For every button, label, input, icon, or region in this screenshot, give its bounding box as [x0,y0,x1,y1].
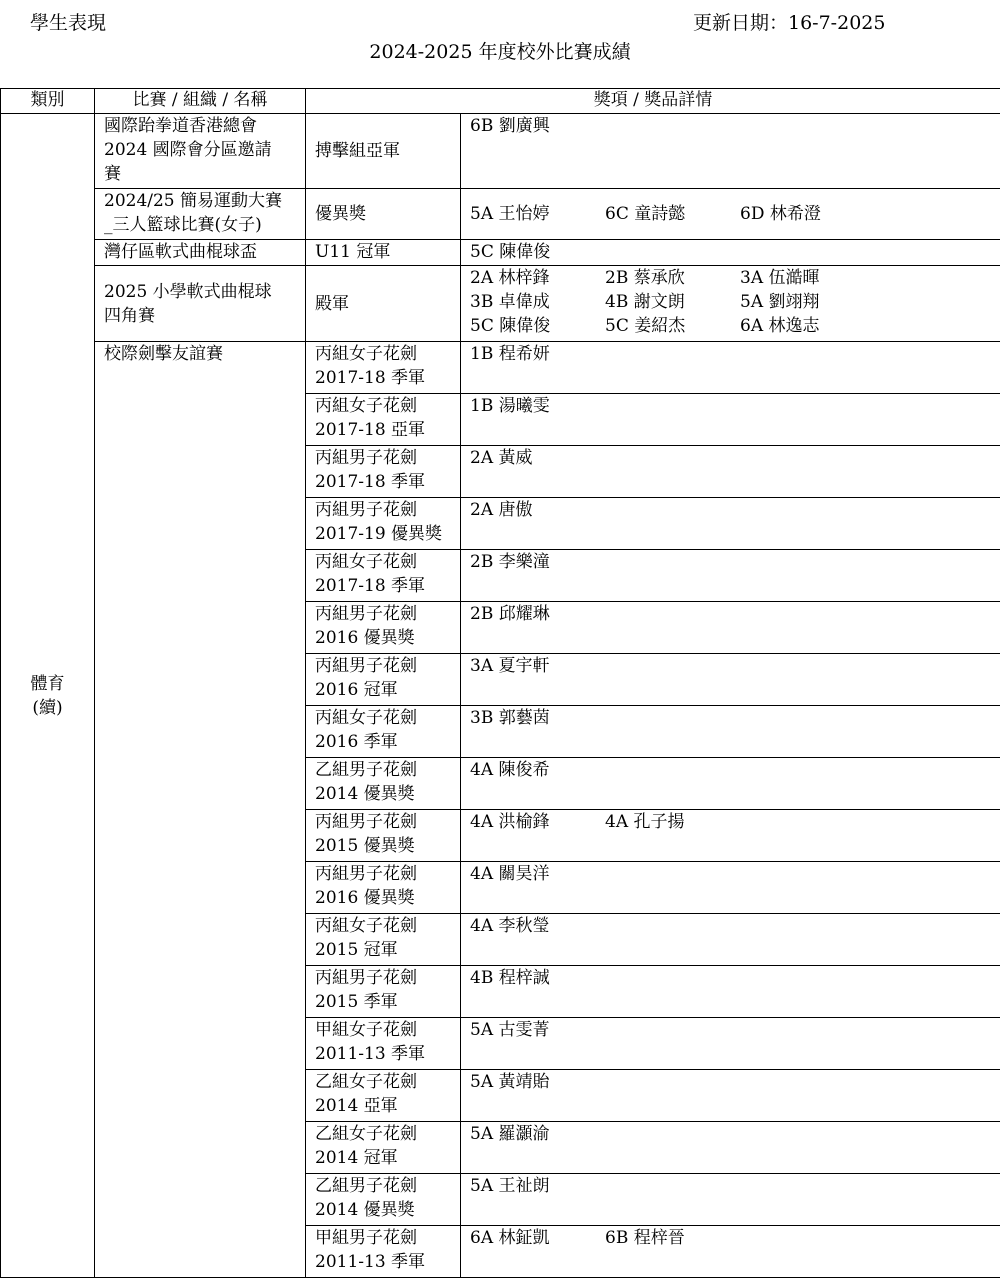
winner-name: 2A 林梓鋒 [470,268,550,288]
winner-name: 5A 黃靖貽 [470,1072,550,1092]
winners-cell [461,189,1000,240]
competition-cell: 2025 小學軟式曲棍球 四角賽 [95,266,306,342]
winner-name: 4A 陳俊希 [470,760,550,780]
column-header-category: 類別 [1,89,95,114]
table-row [1,342,1000,394]
award-cell: 丙組女子花劍 2017-18 季軍 [306,342,461,394]
category-cell: 體育 (續) [1,114,95,1278]
winners-cell [461,446,1000,498]
winner-name: 5C 陳偉俊 [470,316,551,336]
winner-name: 6A 林鉦凱 [470,1228,550,1248]
winner-name: 5A 王怡婷 [470,204,550,224]
award-cell: 丙組男子花劍 2017-19 優異獎 [306,498,461,550]
winner-name: 6B 劉廣興 [470,116,550,136]
award-cell: 丙組男子花劍 2015 季軍 [306,966,461,1018]
results-table [0,88,1000,1278]
award-cell: 甲組女子花劍 2011-13 季軍 [306,1018,461,1070]
winners-cell [461,758,1000,810]
winners-cell [461,550,1000,602]
winners-cell [461,602,1000,654]
winner-name: 5C 陳偉俊 [470,242,551,262]
winners-cell [461,966,1000,1018]
award-cell: 丙組男子花劍 2016 冠軍 [306,654,461,706]
updated-date: 更新日期：16-7-2025 [693,12,886,34]
award-cell: 乙組女子花劍 2014 冠軍 [306,1122,461,1174]
winner-name: 2B 邱耀琳 [470,604,550,624]
winners-cell [461,114,1000,189]
table-row [1,114,1000,189]
award-cell: 甲組男子花劍 2011-13 季軍 [306,1226,461,1278]
winner-name: 5A 古雯菁 [470,1020,550,1040]
winners-cell [461,654,1000,706]
winner-name: 6B 程梓晉 [605,1228,685,1248]
award-cell: 乙組女子花劍 2014 亞軍 [306,1070,461,1122]
winners-cell [461,240,1000,266]
winner-name: 6D 林希澄 [740,204,821,224]
competition-cell: 灣仔區軟式曲棍球盃 [95,240,306,266]
competition-cell: 2024/25 簡易運動大賽 _三人籃球比賽(女子) [95,189,306,240]
award-cell: 丙組男子花劍 2015 優異獎 [306,810,461,862]
winners-cell [461,1122,1000,1174]
winners-cell [461,706,1000,758]
winners-cell [461,394,1000,446]
award-cell: 丙組男子花劍 2016 優異獎 [306,602,461,654]
award-cell: U11 冠軍 [306,240,461,266]
award-cell: 丙組女子花劍 2017-18 季軍 [306,550,461,602]
winner-name: 4A 關昊洋 [470,864,550,884]
table-header-row [1,89,1000,114]
award-cell: 乙組男子花劍 2014 優異獎 [306,758,461,810]
competition-cell: 國際跆拳道香港總會 2024 國際會分區邀請 賽 [95,114,306,189]
winner-name: 3A 伍澔暉 [740,268,820,288]
award-cell: 丙組女子花劍 2017-18 亞軍 [306,394,461,446]
winners-cell [461,266,1000,342]
award-cell: 丙組女子花劍 2016 季軍 [306,706,461,758]
winner-name: 2A 黃威 [470,448,533,468]
award-cell: 丙組女子花劍 2015 冠軍 [306,914,461,966]
winner-name: 6A 林逸志 [740,316,820,336]
winner-name: 4A 李秋瑩 [470,916,550,936]
winner-name: 3A 夏宇軒 [470,656,550,676]
winner-name: 5A 羅灝渝 [470,1124,550,1144]
winner-name: 6C 童詩懿 [605,204,686,224]
section-title: 學生表現 [30,12,107,34]
winner-name: 5C 姜紹杰 [605,316,686,336]
winner-name: 2B 蔡承欣 [605,268,685,288]
winner-name: 4B 謝文朗 [605,292,685,312]
winner-name: 1B 湯曦雯 [470,396,550,416]
winner-name: 4B 程梓誠 [470,968,550,988]
award-cell: 丙組男子花劍 2016 優異獎 [306,862,461,914]
competition-cell: 校際劍擊友誼賽 [95,342,306,1278]
winner-name: 1B 程希妍 [470,344,550,364]
winners-cell [461,498,1000,550]
winners-cell [461,810,1000,862]
award-cell: 殿軍 [306,266,461,342]
column-header-award: 獎項 / 獎品詳情 [306,89,1000,114]
winner-name: 2B 李樂潼 [470,552,550,572]
award-cell: 丙組男子花劍 2017-18 季軍 [306,446,461,498]
winner-name: 3B 郭藝茵 [470,708,550,728]
winners-cell [461,914,1000,966]
winners-cell [461,1174,1000,1226]
award-cell: 乙組男子花劍 2014 優異獎 [306,1174,461,1226]
winners-cell [461,1226,1000,1278]
table-row [1,240,1000,266]
table-row [1,189,1000,240]
winners-cell [461,862,1000,914]
winners-cell [461,1018,1000,1070]
winner-name: 4A 孔子揚 [605,812,685,832]
winners-cell [461,342,1000,394]
winner-name: 2A 唐傲 [470,500,533,520]
winner-name: 3B 卓偉成 [470,292,550,312]
winners-cell [461,1070,1000,1122]
award-cell: 搏擊組亞軍 [306,114,461,189]
winner-name: 4A 洪榆鋒 [470,812,550,832]
table-row [1,266,1000,342]
award-cell: 優異獎 [306,189,461,240]
page-title: 2024-2025 年度校外比賽成績 [369,41,631,63]
winner-name: 5A 劉翊翔 [740,292,820,312]
winner-name: 5A 王祉朗 [470,1176,550,1196]
column-header-competition: 比賽 / 組織 / 名稱 [95,89,306,114]
